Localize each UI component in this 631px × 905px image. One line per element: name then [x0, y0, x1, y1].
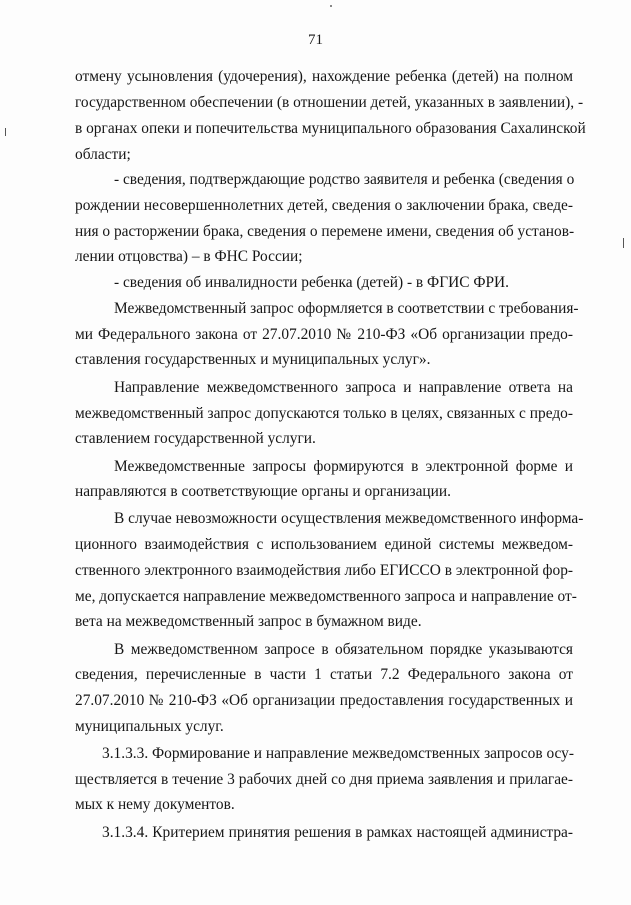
- text-line: 27.07.2010 № 210-ФЗ «Об организации предоставления государственных и: [75, 692, 573, 709]
- text-line: ставления государственных и муниципальных услуг».: [75, 351, 431, 368]
- page-number: 71: [308, 32, 323, 48]
- text-line: ме, допускается направление межведомственного запроса и направление от-: [75, 588, 577, 605]
- text-line: В межведомственном запросе в обязательном порядке указываются: [114, 641, 573, 658]
- text-line: ществляется в течение 3 рабочих дней со дня приема заявления и прилагае-: [75, 771, 573, 788]
- text-line: ми Федерального закона от 27.07.2010 № 210-ФЗ «Об организации предо-: [75, 326, 573, 343]
- text-line: - сведения, подтверждающие родство заявителя и ребенка (сведения о: [114, 171, 575, 188]
- text-line: Направление межведомственного запроса и направление ответа на: [114, 379, 573, 396]
- text-line: ставлением государственной услуги.: [75, 430, 316, 447]
- text-line: сведения, перечисленные в части 1 статьи 7.2 Федерального закона от: [75, 666, 573, 683]
- text-line: 3.1.3.3. Формирование и направление межведомственных запросов осу-: [102, 745, 574, 762]
- text-line: государственном обеспечении (в отношении детей, указанных в заявлении), -: [75, 94, 584, 111]
- text-line: межведомственный запрос допускаются только в целях, связанных с предо-: [75, 405, 573, 422]
- text-line: лении отцовства) – в ФНС России;: [75, 248, 303, 265]
- text-line: области;: [75, 146, 131, 163]
- text-line: мых к нему документов.: [75, 796, 235, 813]
- text-line: - сведения об инвалидности ребенка (детей) - в ФГИС ФРИ.: [114, 274, 510, 291]
- text-line: ционного взаимодействия с использованием единой системы межведом-: [75, 536, 573, 553]
- text-line: вета на межведомственный запрос в бумажном виде.: [75, 613, 422, 630]
- text-line: В случае невозможности осуществления межведомственного информа-: [114, 510, 584, 527]
- text-line: ственного электронного взаимодействия либо ЕГИССО в электронной фор-: [75, 562, 574, 579]
- scan-mark: [330, 5, 332, 7]
- text-line: направляются в соответствующие органы и организации.: [75, 483, 451, 500]
- text-line: Межведомственный запрос оформляется в соответствии с требования-: [114, 300, 579, 317]
- scan-mark: [5, 128, 6, 136]
- scan-mark: [623, 238, 624, 248]
- text-line: 3.1.3.4. Критерием принятия решения в рамках настоящей администра-: [102, 824, 573, 841]
- text-line: Межведомственные запросы формируются в электронной форме и: [114, 458, 573, 475]
- text-line: муниципальных услуг.: [75, 718, 224, 735]
- text-line: ния о расторжении брака, сведения о перемене имени, сведения об установ-: [75, 223, 575, 240]
- text-line: в органах опеки и попечительства муниципального образования Сахалинской: [75, 120, 586, 137]
- text-line: отмену усыновления (удочерения), нахождение ребенка (детей) на полном: [75, 68, 573, 85]
- text-line: рождении несовершеннолетних детей, сведения о заключении брака, сведе-: [75, 197, 573, 214]
